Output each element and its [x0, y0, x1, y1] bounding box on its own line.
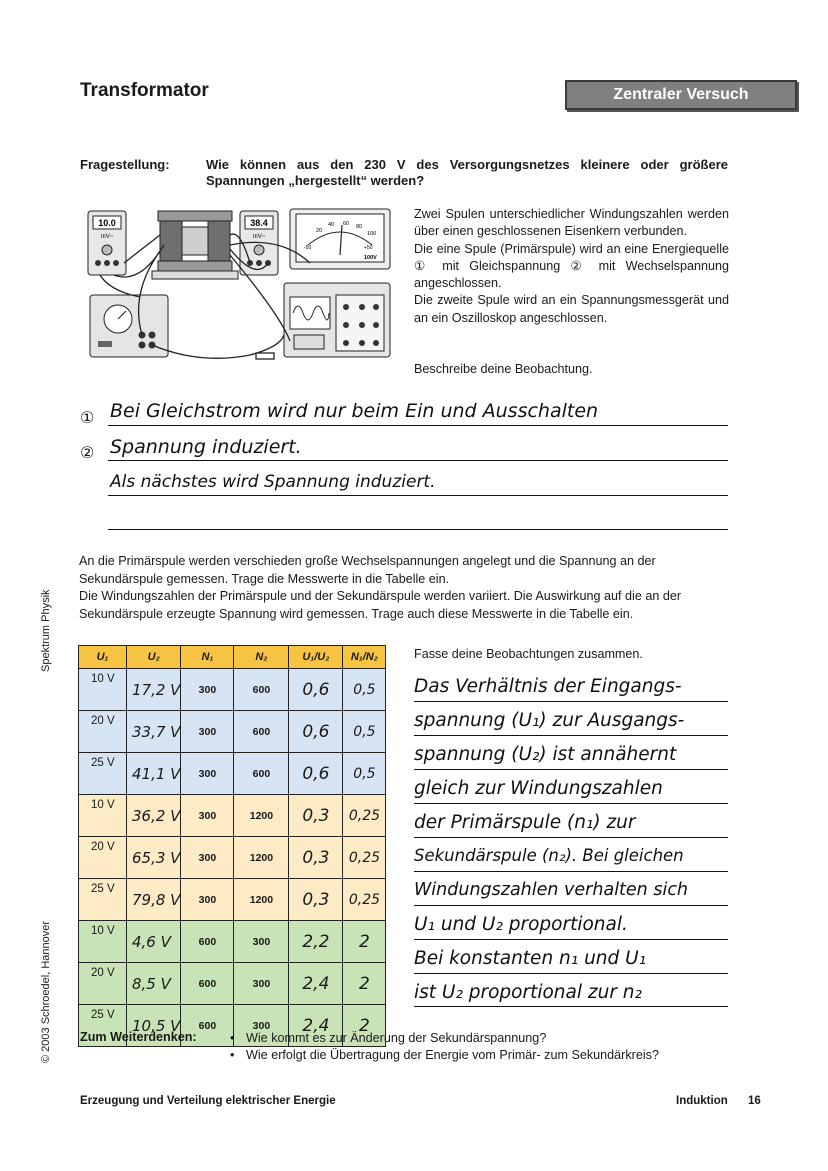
- scale-label-20: 20: [316, 228, 323, 234]
- header-u-ratio: U₁/U₂: [289, 646, 343, 669]
- measurement-instructions: [79, 553, 729, 623]
- observation-task: Beschreibe deine Beobachtung.: [414, 362, 593, 376]
- cell-n1: 600: [181, 963, 234, 1005]
- summary-line: ist U₂ proportional zur n₂: [414, 982, 642, 1003]
- summary-line: Sekundärspule (n₂). Bei gleichen: [414, 846, 684, 865]
- cell-u-ratio: 0,6: [289, 669, 343, 711]
- experiment-illustration: [80, 205, 398, 365]
- cell-n2: 300: [234, 963, 289, 1005]
- power-supply-icon: [90, 295, 168, 357]
- cell-u-ratio: 2,4: [289, 963, 343, 1005]
- cell-n2: 1200: [234, 879, 289, 921]
- cell-u2: 10,5 V: [127, 1005, 181, 1047]
- table-row: [79, 753, 386, 795]
- question-text: Wie können aus den 230 V des Versorgungsnetzes kleinere oder größere Spannungen „hergestellt“ werden?: [206, 157, 728, 188]
- cell-n-ratio: 0,25: [343, 879, 386, 921]
- cell-u-ratio: 2,2: [289, 921, 343, 963]
- cell-n2: 300: [234, 921, 289, 963]
- cell-u1: 10 V: [79, 669, 127, 711]
- cell-u2: 79,8 V: [127, 879, 181, 921]
- cell-u-ratio: 0,3: [289, 795, 343, 837]
- summary-line: Das Verhältnis der Eingangs-: [414, 676, 682, 697]
- answer-line: [414, 837, 728, 838]
- instruction-paragraph: An die Primärspule werden verschieden große Wechselspannungen angelegt und die Spannung an der Sekundärspule gemessen. Trage die Messwerte in die Tabelle ein.: [79, 554, 656, 586]
- header-n2: N₂: [234, 646, 289, 669]
- answer-line: [414, 1006, 728, 1007]
- weiterdenken-list: [230, 1030, 659, 1064]
- cell-n2: 1200: [234, 837, 289, 879]
- summary-task: Fasse deine Beobachtungen zusammen.: [414, 647, 643, 661]
- cell-u-ratio: 0,6: [289, 711, 343, 753]
- question-label: Fragestellung:: [80, 157, 170, 172]
- scale-label-40: 40: [328, 222, 335, 228]
- scale-label-60: 60: [343, 221, 350, 227]
- cell-u1: 10 V: [79, 795, 127, 837]
- cell-u1: 25 V: [79, 753, 127, 795]
- table-row: [79, 711, 386, 753]
- observation-line-2: Spannung induziert.: [110, 436, 302, 458]
- answer-line: [414, 939, 728, 940]
- cell-u1: 20 V: [79, 963, 127, 1005]
- cell-n-ratio: 0,5: [343, 711, 386, 753]
- list-item: [230, 1030, 659, 1047]
- cell-n-ratio: 0,5: [343, 669, 386, 711]
- list-item: [230, 1047, 659, 1064]
- table-row: [79, 879, 386, 921]
- table-row: [79, 921, 386, 963]
- cell-u-ratio: 0,3: [289, 837, 343, 879]
- analog-voltmeter-icon: [290, 209, 390, 269]
- cell-n-ratio: 0,25: [343, 795, 386, 837]
- description-paragraph: Die zweite Spule wird an ein Spannungsmessgerät und an ein Oszilloskop angeschlossen.: [414, 293, 729, 325]
- scale-label-minus50: -50: [304, 245, 312, 251]
- cell-n1: 300: [181, 879, 234, 921]
- cell-n1: 300: [181, 837, 234, 879]
- cell-u2: 17,2 V: [127, 669, 181, 711]
- scale-unit: 100V: [364, 255, 377, 261]
- summary-line: Windungszahlen verhalten sich: [414, 880, 689, 900]
- meter-left-value: 10.0: [98, 218, 116, 228]
- table-row: [79, 837, 386, 879]
- answer-line: [414, 701, 728, 702]
- cell-n-ratio: 0,5: [343, 753, 386, 795]
- summary-line: der Primärspule (n₁) zur: [414, 812, 636, 833]
- answer-line: [108, 495, 728, 496]
- cell-n-ratio: 0,25: [343, 837, 386, 879]
- cell-u2: 41,1 V: [127, 753, 181, 795]
- cell-u-ratio: 2,4: [289, 1005, 343, 1047]
- answer-line: [414, 905, 728, 906]
- header-u2: U₂: [127, 646, 181, 669]
- bullet-icon: •: [230, 1048, 235, 1062]
- page-number: 16: [748, 1095, 761, 1107]
- description-paragraph: Zwei Spulen unterschiedlicher Windungszahlen werden über einen geschlossenen Eisenkern verbunden.: [414, 207, 729, 239]
- cell-n-ratio: 2: [343, 921, 386, 963]
- table-row: [79, 795, 386, 837]
- answer-line: [108, 529, 728, 530]
- footer-section-title: Erzeugung und Verteilung elektrischer Energie: [80, 1095, 336, 1107]
- summary-line: Bei konstanten n₁ und U₁: [414, 948, 647, 969]
- marker-2: ②: [80, 445, 95, 462]
- multimeter-left-icon: [88, 211, 126, 275]
- cell-n1: 300: [181, 669, 234, 711]
- header-u1: U₁: [79, 646, 127, 669]
- side-publication: Spektrum Physik: [40, 589, 52, 672]
- cell-n2: 300: [234, 1005, 289, 1047]
- table-row: [79, 963, 386, 1005]
- cell-u2: 4,6 V: [127, 921, 181, 963]
- scale-label-100: 100: [367, 231, 377, 237]
- cell-n2: 600: [234, 711, 289, 753]
- answer-line: [108, 460, 728, 461]
- answer-line: [108, 425, 728, 426]
- cell-n2: 1200: [234, 795, 289, 837]
- summary-line: gleich zur Windungszahlen: [414, 778, 663, 799]
- cell-n-ratio: 2: [343, 963, 386, 1005]
- page-title: Transformator: [80, 80, 209, 101]
- cell-u2: 8,5 V: [127, 963, 181, 1005]
- cell-n1: 300: [181, 753, 234, 795]
- list-item-text: Wie kommt es zur Änderung der Sekundärspannung?: [246, 1031, 547, 1045]
- cell-u1: 25 V: [79, 1005, 127, 1047]
- cell-n1: 300: [181, 711, 234, 753]
- meter-right-value: 38.4: [250, 218, 268, 228]
- table-row: [79, 669, 386, 711]
- meter-right-unit: mV~: [252, 234, 266, 240]
- meter-left-unit: mV~: [100, 234, 114, 240]
- cell-u2: 33,7 V: [127, 711, 181, 753]
- table-header-row: [79, 646, 386, 669]
- cell-u1: 10 V: [79, 921, 127, 963]
- header-n-ratio: N₁/N₂: [343, 646, 386, 669]
- header-n1: N₁: [181, 646, 234, 669]
- summary-line: spannung (U₁) zur Ausgangs-: [414, 710, 685, 731]
- cell-n1: 300: [181, 795, 234, 837]
- cell-u-ratio: 0,3: [289, 879, 343, 921]
- description-paragraph: Die eine Spule (Primärspule) wird an eine Energiequelle ① mit Gleichspannung ② mit Wechselspannung angeschlossen.: [414, 241, 729, 291]
- answer-line: [414, 803, 728, 804]
- oscilloscope-icon: [284, 283, 390, 357]
- footer-chapter: Induktion: [676, 1095, 728, 1107]
- cell-u1: 20 V: [79, 711, 127, 753]
- summary-line: spannung (U₂) ist annähernt: [414, 744, 677, 765]
- scale-label-80: 80: [356, 224, 363, 230]
- instruction-paragraph: Die Windungszahlen der Primärspule und der Sekundärspule werden variiert. Die Auswirkung auf die an der Sekundärspule erzeugte Spannung wird gemessen. Trage auch diese Messwerte in die Tabelle ein.: [79, 589, 682, 621]
- answer-line: [414, 871, 728, 872]
- list-item-text: Wie erfolgt die Übertragung der Energie vom Primär- zum Sekundärkreis?: [246, 1048, 659, 1062]
- observation-line-1: Bei Gleichstrom wird nur beim Ein und Ausschalten: [110, 400, 599, 422]
- measurement-table: [78, 645, 386, 1047]
- cell-u2: 36,2 V: [127, 795, 181, 837]
- scale-label-plus50: +50: [364, 245, 373, 251]
- cell-u1: 25 V: [79, 879, 127, 921]
- cell-u2: 65,3 V: [127, 837, 181, 879]
- experiment-description: [414, 206, 729, 327]
- cell-n2: 600: [234, 753, 289, 795]
- bullet-icon: •: [230, 1031, 235, 1045]
- cell-u-ratio: 0,6: [289, 753, 343, 795]
- summary-line: U₁ und U₂ proportional.: [414, 914, 628, 935]
- marker-1: ①: [80, 410, 95, 427]
- transformer-icon: [152, 211, 238, 279]
- answer-line: [414, 769, 728, 770]
- observation-line-3: Als nächstes wird Spannung induziert.: [110, 472, 436, 492]
- section-badge: Zentraler Versuch: [565, 80, 797, 110]
- cell-u1: 20 V: [79, 837, 127, 879]
- cell-n-ratio: 2: [343, 1005, 386, 1047]
- side-copyright: © 2003 Schroedel, Hannover: [40, 920, 52, 1063]
- cell-n1: 600: [181, 1005, 234, 1047]
- cell-n1: 600: [181, 921, 234, 963]
- weiterdenken-label: Zum Weiterdenken:: [80, 1030, 197, 1044]
- answer-line: [414, 735, 728, 736]
- answer-line: [414, 973, 728, 974]
- cell-n2: 600: [234, 669, 289, 711]
